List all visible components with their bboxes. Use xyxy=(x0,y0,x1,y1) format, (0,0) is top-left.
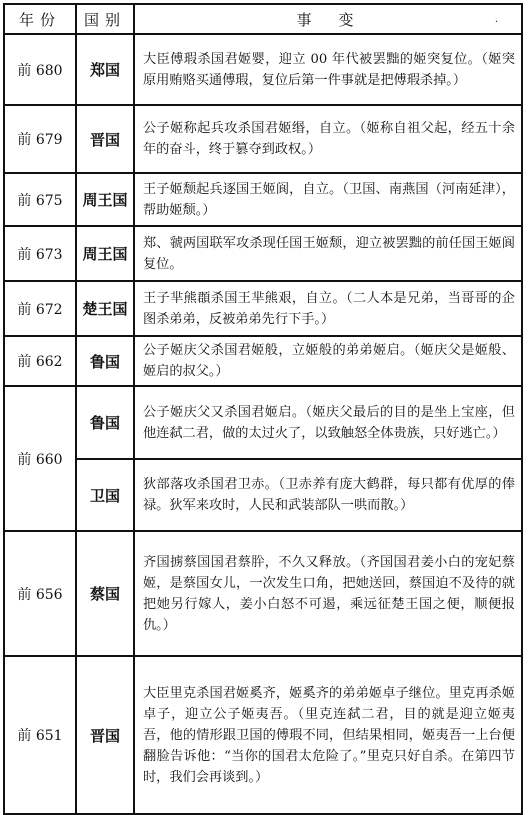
header-event: 事 变 xyxy=(134,4,522,34)
state-cell: 鲁国 xyxy=(76,386,134,459)
event-cell: 王子芈熊頵杀国王芈熊艰，自立。（二人本是兄弟，当哥哥的企图杀弟弟，反被弟弟先行下手。） xyxy=(134,281,522,336)
state-cell: 郑国 xyxy=(76,34,134,105)
year-cell: 前 656 xyxy=(4,531,76,656)
year-cell: 前 675 xyxy=(4,173,76,226)
state-cell: 卫国 xyxy=(76,459,134,531)
header-state: 国别 xyxy=(76,4,134,34)
year-cell: 前 672 xyxy=(4,281,76,336)
state-cell: 蔡国 xyxy=(76,531,134,656)
event-cell: 公子姬称起兵攻杀国君姬缗，自立。（姬称自祖父起，经五十余年的奋斗，终于篡夺到政权。） xyxy=(134,105,522,173)
state-cell: 周王国 xyxy=(76,226,134,281)
table-header-row xyxy=(4,4,522,34)
table-row xyxy=(4,531,522,656)
event-cell: 王子姬颓起兵逐国王姬阆，自立。（卫国、南燕国（河南延津），帮助姬颓。） xyxy=(134,173,522,226)
state-cell: 晋国 xyxy=(76,656,134,814)
state-cell: 鲁国 xyxy=(76,336,134,386)
header-year: 年份 xyxy=(4,4,76,34)
state-cell: 周王国 xyxy=(76,173,134,226)
year-cell: 前 662 xyxy=(4,336,76,386)
table-row xyxy=(4,336,522,386)
table-row xyxy=(4,226,522,281)
event-cell: 大臣傅瑕杀国君姬婴，迎立 00 年代被罢黜的姬突复位。（姬突原用贿赂买通傅瑕，复位后第一件事就是把傅瑕杀掉。） xyxy=(134,34,522,105)
event-cell: 齐国掳蔡国国君蔡肸，不久又释放。（齐国国君姜小白的宠妃蔡姬，是蔡国女儿，一次发生口角，把她送回，蔡国迫不及待的就把她另行嫁人，姜小白怒不可遏，乘远征楚王国之便，顺便报仇。） xyxy=(134,531,522,656)
year-cell: 前 660 xyxy=(4,386,76,531)
table-row xyxy=(4,173,522,226)
table-row xyxy=(4,656,522,814)
year-cell: 前 680 xyxy=(4,34,76,105)
table-row xyxy=(4,386,522,459)
year-cell: 前 673 xyxy=(4,226,76,281)
event-cell: 狄部落攻杀国君卫赤。（卫赤养有庞大鹤群，每只都有优厚的俸禄。狄军来攻时，人民和武装部队一哄而散。） xyxy=(134,459,522,531)
year-cell: 前 679 xyxy=(4,105,76,173)
table-row xyxy=(4,105,522,173)
table-row xyxy=(4,34,522,105)
event-cell: 公子姬庆父杀国君姬般，立姬般的弟弟姬启。（姬庆父是姬般、姬启的叔父。） xyxy=(134,336,522,386)
table-row xyxy=(4,459,522,531)
events-table xyxy=(3,3,523,815)
table-row xyxy=(4,281,522,336)
state-cell: 楚王国 xyxy=(76,281,134,336)
event-cell: 公子姬庆父又杀国君姬启。（姬庆父最后的目的是坐上宝座，但他连弑二君，做的太过火了，以致触怒全体贵族，只好逃亡。） xyxy=(134,386,522,459)
event-cell: 大臣里克杀国君姬奚齐，姬奚齐的弟弟姬卓子继位。里克再杀姬卓子，迎立公子姬夷吾。（里克连弑二君，目的就是迎立姬夷吾，他的情形跟卫国的傅瑕不同，但结果相同，姬夷吾一上台便翻脸告诉他：“当你的国君太危险了。”里克只好自杀。在第四节时，我们会再谈到。） xyxy=(134,656,522,814)
year-cell: 前 651 xyxy=(4,656,76,814)
corner-mark: . xyxy=(494,14,498,25)
event-cell: 郑、虢两国联军攻杀现任国王姬颓，迎立被罢黜的前任国王姬阆复位。 xyxy=(134,226,522,281)
state-cell: 晋国 xyxy=(76,105,134,173)
